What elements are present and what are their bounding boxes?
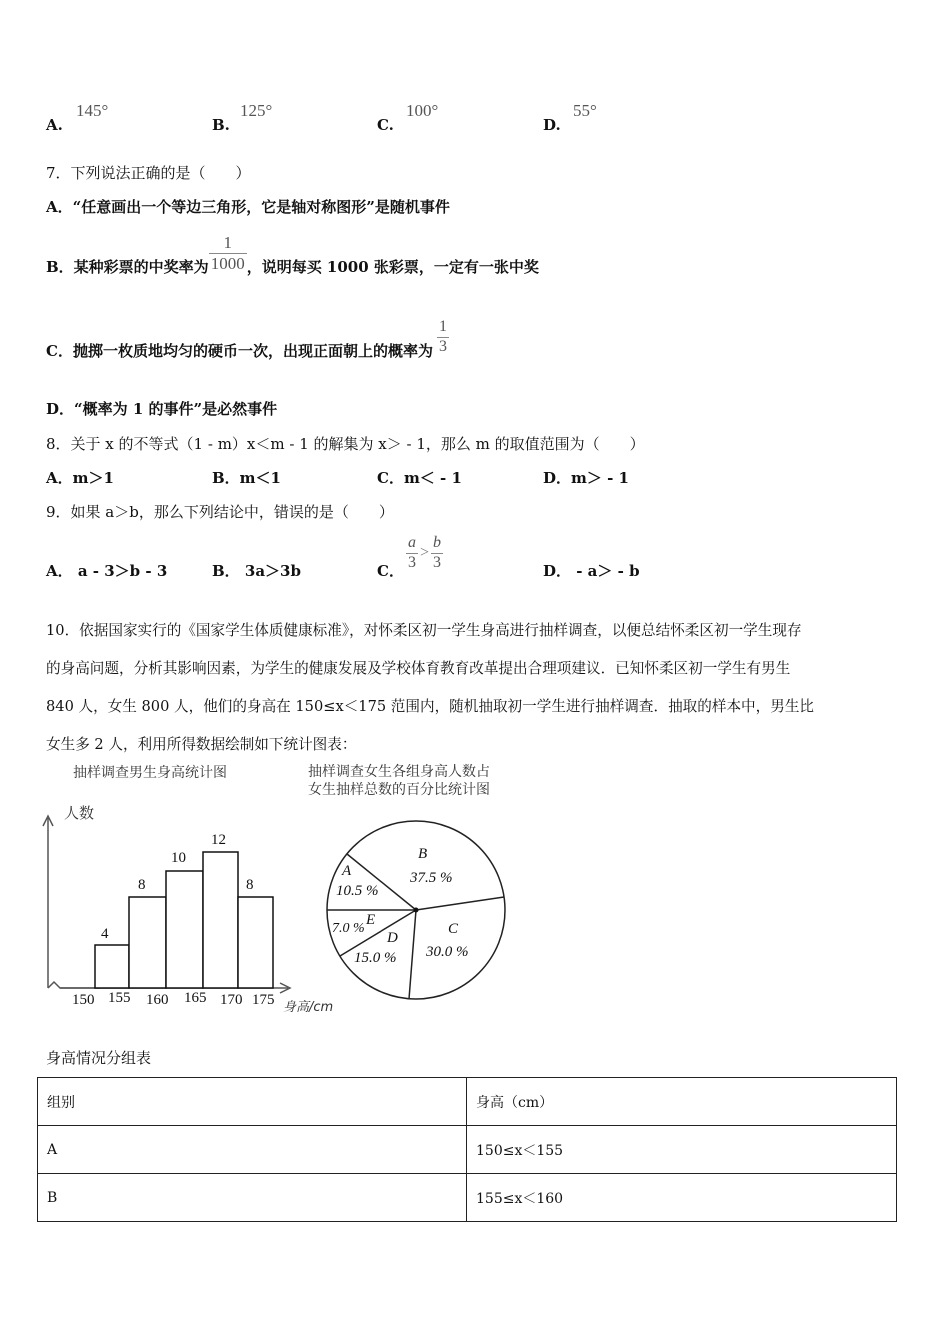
table-cell: 155≤x＜160 (467, 1174, 897, 1222)
fraction-denominator: 3 (433, 553, 442, 571)
bar-chart-ylabel: 人数 (64, 804, 95, 822)
q9-stem: 9．如果 a＞b，那么下列结论中，错误的是（ ） (46, 503, 394, 521)
q7-option-b-suffix: ，说明每买 1000 张彩票，一定有一张中奖 (246, 258, 539, 276)
q7-option-d: D．“概率为 1 的事件”是必然事件 (46, 400, 278, 418)
q9-option-b: B． 3a＞3b (212, 562, 301, 580)
pie-chart-title-line-1: 抽样调查女生各组身高人数占 (308, 764, 490, 780)
table-header-row (38, 1078, 897, 1126)
pie-chart-title-line-2: 女生抽样总数的百分比统计图 (308, 782, 490, 798)
pie-chart-svg (320, 815, 520, 1015)
bar-chart-svg (40, 810, 340, 1020)
q7-option-c-prefix: C．抛掷一枚质地均匀的硬币一次，出现正面朝上的概率为 (46, 342, 433, 360)
q10-line-3: 840 人，女生 800 人，他们的身高在 150≤x＜175 范围内，随机抽取初一学生进行抽样调查．抽取的样本中，男生比 (46, 698, 815, 715)
x-tick-label: 160 (146, 992, 169, 1008)
q10-line-2: 的身高问题，分析其影响因素，为学生的健康发展及学校体育教育改革提出合理项建议．已知怀柔区初一学生有男生 (46, 660, 791, 677)
q6-option-c-value: 100° (406, 101, 439, 120)
q6-option-d-value: 55° (573, 101, 597, 120)
bar-150-155 (95, 945, 129, 988)
pie-value-a: 10.5 % (336, 883, 379, 899)
fraction-denominator: 3 (408, 553, 416, 571)
q8-option-a: A．m＞1 (46, 469, 114, 487)
bar-165-170 (203, 852, 238, 988)
fraction-numerator: a (408, 534, 416, 551)
pie-label-e: E (366, 912, 376, 928)
table-row (38, 1126, 897, 1174)
q6-option-d-letter: D. (543, 116, 561, 134)
pie-value-b: 37.5 % (410, 870, 453, 886)
bar-170-175 (238, 897, 273, 988)
q9-option-c-expression (406, 535, 443, 572)
q9-option-a: A． a - 3＞b - 3 (46, 562, 168, 580)
pie-label-b: B (418, 846, 428, 862)
bar-value-label: 8 (138, 877, 146, 893)
q8-stem: 8．关于 x 的不等式（1 - m）x＜m - 1 的解集为 x＞ - 1，那么 m 的取值范围为（ ） (46, 435, 645, 453)
table-caption: 身高情况分组表 (46, 1049, 152, 1067)
pie-label-c: C (448, 921, 459, 937)
x-tick-label: 170 (220, 992, 243, 1008)
fraction-a-over-3 (406, 535, 418, 572)
q7-option-a: A．“任意画出一个等边三角形，它是轴对称图形”是随机事件 (46, 198, 450, 216)
q7-option-b-prefix: B．某种彩票的中奖率为 (46, 258, 209, 276)
table-header-cell: 身高（cm） (467, 1078, 897, 1126)
fraction-numerator: 1 (223, 233, 232, 253)
q10-line-1: 10．依据国家实行的《国家学生体质健康标准》，对怀柔区初一学生身高进行抽样调查，以便总结怀柔区初一学生现存 (46, 622, 802, 639)
fraction-b-over-3 (431, 535, 443, 572)
x-tick-label: 155 (108, 990, 131, 1006)
pie-value-d: 15.0 % (354, 950, 397, 966)
table-header-cell: 组别 (38, 1078, 467, 1126)
bar-value-label: 12 (211, 832, 226, 848)
pie-label-d: D (387, 930, 398, 946)
q10-line-4: 女生多 2 人，利用所得数据绘制如下统计图表： (46, 736, 357, 753)
fraction-denominator: 3 (438, 338, 447, 355)
x-tick-label: 175 (252, 992, 275, 1008)
bar-160-165 (166, 871, 203, 988)
q7-stem: 7．下列说法正确的是（ ） (46, 164, 251, 182)
bar-155-160 (129, 897, 166, 988)
pie-value-c: 30.0 % (426, 944, 469, 960)
bar-chart-title: 抽样调查男生身高统计图 (73, 765, 227, 781)
greater-than-sign: > (420, 544, 430, 562)
q6-option-b-value: 125° (240, 101, 273, 120)
q6-option-b-letter: B. (212, 116, 230, 134)
q6-option-a-letter: A. (46, 116, 63, 134)
fraction-denominator: 1000 (210, 254, 245, 273)
fraction-1-1000 (209, 234, 247, 273)
q6-option-a-value: 145° (76, 101, 109, 120)
fraction-1-3 (437, 319, 449, 356)
q8-option-d: D．m＞ - 1 (543, 469, 629, 487)
q8-option-b: B．m＜1 (212, 469, 281, 487)
fraction-numerator: b (433, 534, 442, 551)
pie-value-e: 7.0 % (332, 921, 365, 936)
x-tick-label: 165 (184, 990, 207, 1006)
q9-option-c-letter: C． (377, 562, 404, 580)
table-cell: 150≤x＜155 (467, 1126, 897, 1174)
bar-value-label: 8 (246, 877, 254, 893)
q9-option-d: D． - a＞ - b (543, 562, 640, 580)
q8-option-c: C．m＜ - 1 (377, 469, 462, 487)
fraction-numerator: 1 (438, 318, 447, 336)
table-row (38, 1174, 897, 1222)
q6-option-c-letter: C. (377, 116, 394, 134)
height-group-table (37, 1077, 897, 1222)
table-cell: A (38, 1126, 467, 1174)
q7-option-b (46, 230, 539, 277)
q7-option-c (46, 314, 449, 361)
x-tick-label: 150 (72, 992, 95, 1008)
bar-value-label: 10 (171, 850, 186, 866)
pie-label-a: A (342, 863, 352, 879)
bar-chart-xlabel: 身高/cm (283, 1000, 334, 1015)
table-cell: B (38, 1174, 467, 1222)
bar-value-label: 4 (101, 926, 109, 942)
